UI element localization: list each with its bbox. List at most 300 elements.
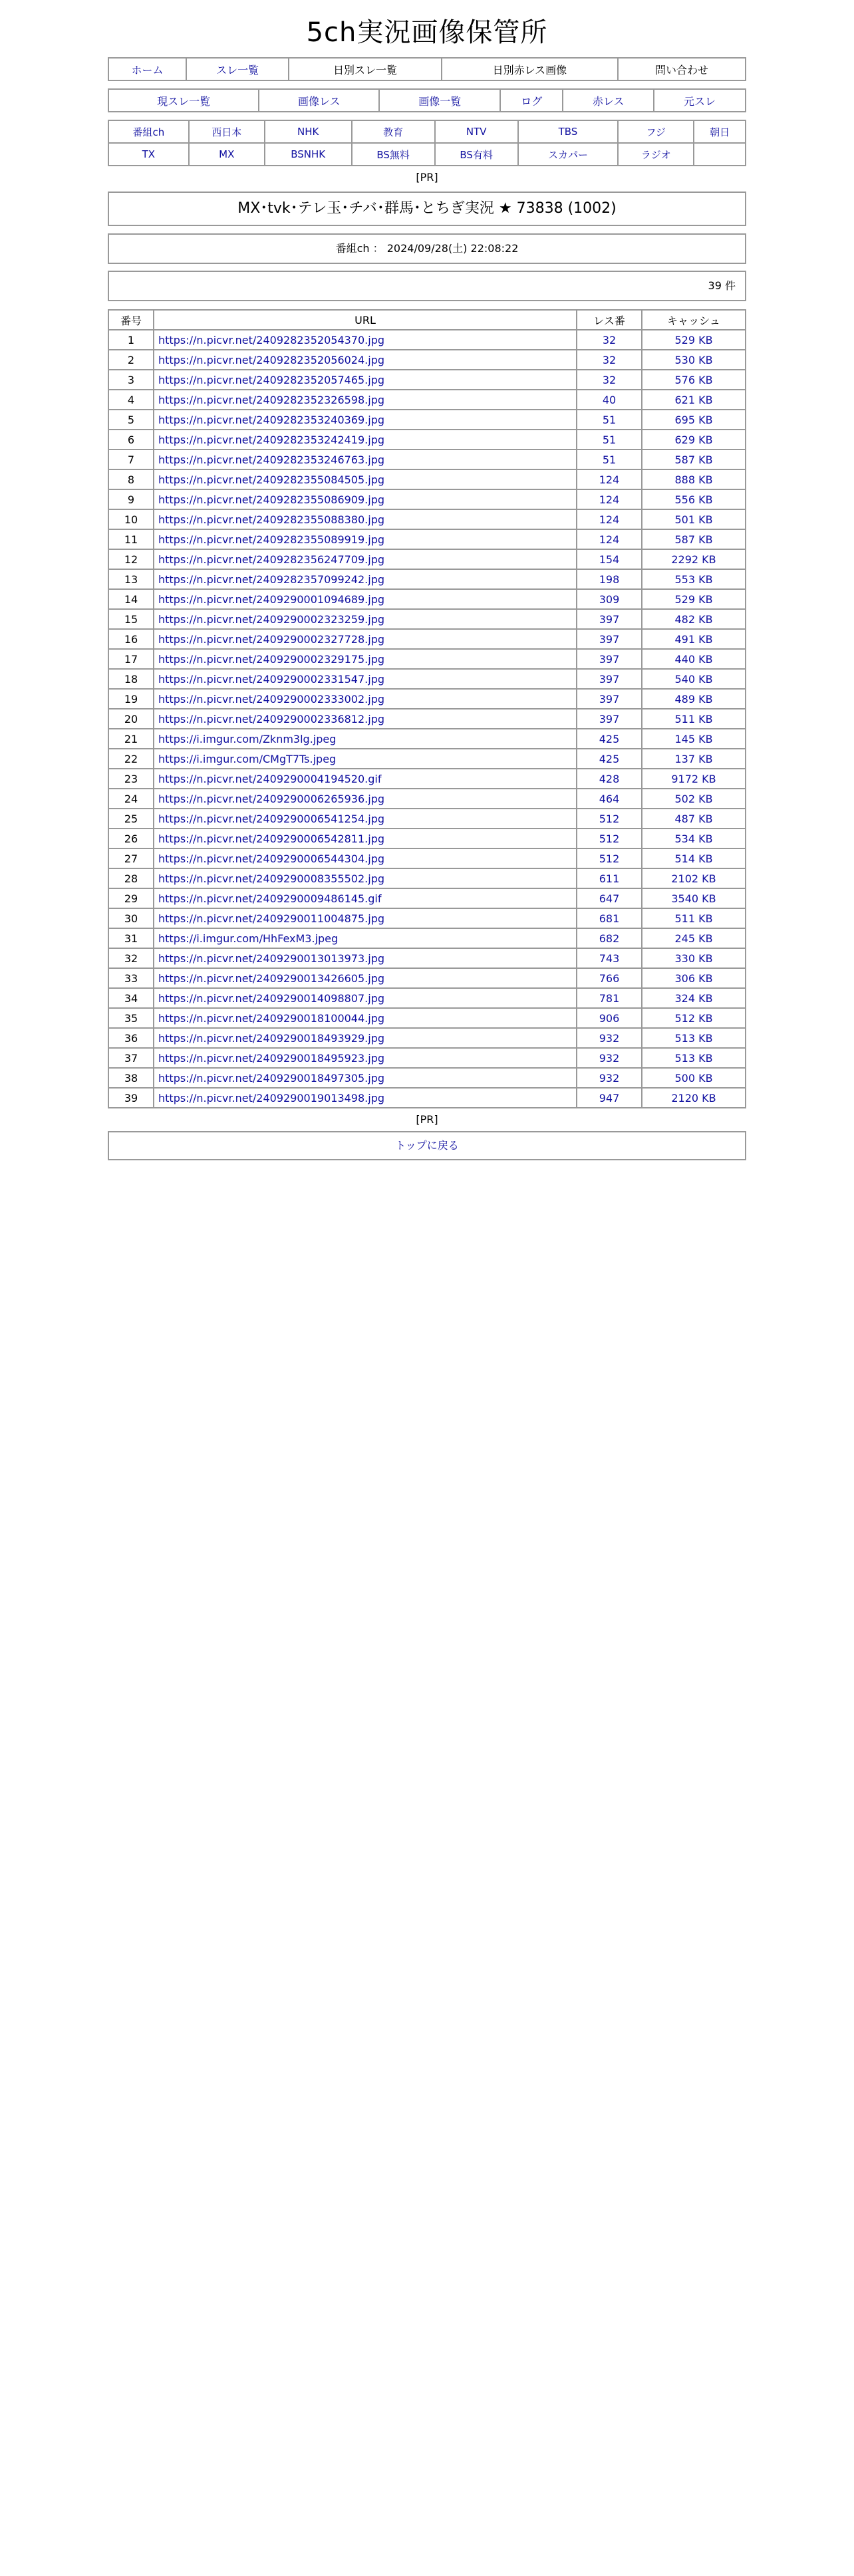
image-url-link[interactable]: https://n.picvr.net/2409290002323259.jpg — [158, 612, 385, 626]
header-res-number: レス番 — [577, 310, 642, 330]
row-res-cell — [577, 1068, 642, 1088]
row-url-cell — [154, 589, 577, 609]
res-number-link[interactable]: 124 — [599, 533, 620, 546]
image-url-link[interactable]: https://n.picvr.net/2409290018493929.jpg — [158, 1031, 385, 1045]
row-cache-cell — [642, 769, 746, 789]
cache-size-link[interactable]: 512 KB — [674, 1011, 713, 1025]
image-url-link[interactable]: https://n.picvr.net/2409282353240369.jpg — [158, 413, 385, 426]
row-url-cell — [154, 509, 577, 529]
table-row — [108, 1028, 746, 1048]
cache-size-link[interactable]: 245 KB — [674, 932, 713, 945]
row-number: 12 — [108, 549, 154, 569]
row-url-cell — [154, 330, 577, 350]
row-url-cell — [154, 489, 577, 509]
cache-size-link[interactable]: 306 KB — [674, 971, 713, 985]
table-row — [108, 1068, 746, 1088]
row-cache-cell — [642, 968, 746, 988]
row-res-cell — [577, 1088, 642, 1108]
cache-size-link[interactable]: 513 KB — [674, 1031, 713, 1045]
image-url-link[interactable]: https://n.picvr.net/2409290006265936.jpg — [158, 792, 385, 805]
res-number-link[interactable]: 512 — [599, 812, 620, 825]
row-url-cell — [154, 1068, 577, 1088]
res-number-link[interactable]: 32 — [602, 373, 617, 386]
table-row — [108, 609, 746, 629]
cache-size-link[interactable]: 491 KB — [674, 632, 713, 646]
row-res-cell — [577, 350, 642, 370]
channel-cell — [435, 120, 518, 143]
image-url-link[interactable]: https://n.picvr.net/2409290011004875.jpg — [158, 912, 385, 925]
res-number-link[interactable]: 766 — [599, 971, 620, 985]
image-url-link[interactable]: https://n.picvr.net/2409282355089919.jpg — [158, 533, 385, 546]
row-res-cell — [577, 729, 642, 749]
row-number: 22 — [108, 749, 154, 769]
res-number-link[interactable]: 397 — [599, 632, 620, 646]
cache-size-link[interactable]: 489 KB — [674, 692, 713, 706]
primary-nav-row — [108, 58, 746, 80]
res-number-link[interactable]: 40 — [602, 393, 617, 406]
row-url-cell — [154, 789, 577, 809]
row-number: 37 — [108, 1048, 154, 1068]
primary-nav-cell — [442, 58, 619, 80]
cache-size-link[interactable]: 888 KB — [674, 473, 713, 486]
row-res-cell — [577, 749, 642, 769]
row-url-cell — [154, 988, 577, 1008]
row-url-cell — [154, 809, 577, 829]
page-container — [108, 15, 746, 1160]
row-res-cell — [577, 489, 642, 509]
cache-size-link[interactable]: 145 KB — [674, 732, 713, 745]
res-number-link[interactable]: 198 — [599, 573, 620, 586]
image-url-link[interactable]: https://n.picvr.net/2409290002331547.jpg — [158, 672, 385, 686]
res-number-link[interactable]: 932 — [599, 1031, 620, 1045]
row-cache-cell — [642, 789, 746, 809]
image-url-link[interactable]: https://n.picvr.net/2409290014098807.jpg — [158, 991, 385, 1005]
channel-link[interactable]: MX — [219, 148, 235, 160]
cache-size-link[interactable]: 513 KB — [674, 1051, 713, 1065]
image-url-link[interactable]: https://n.picvr.net/2409290002329175.jpg — [158, 652, 385, 666]
table-row — [108, 789, 746, 809]
cache-size-link[interactable]: 137 KB — [674, 752, 713, 765]
cache-size-link[interactable]: 529 KB — [674, 333, 713, 346]
channel-link[interactable]: BS無料 — [376, 148, 410, 161]
row-number: 32 — [108, 948, 154, 968]
row-res-cell — [577, 450, 642, 469]
secondary-nav-link[interactable]: ログ — [521, 94, 543, 108]
channel-link[interactable]: スカパー — [547, 148, 588, 161]
table-row — [108, 908, 746, 928]
cache-size-link[interactable]: 587 KB — [674, 453, 713, 466]
row-number: 36 — [108, 1028, 154, 1048]
table-row — [108, 370, 746, 390]
row-number: 9 — [108, 489, 154, 509]
row-res-cell — [577, 689, 642, 709]
row-cache-cell — [642, 350, 746, 370]
row-res-cell — [577, 968, 642, 988]
cache-size-link[interactable]: 629 KB — [674, 433, 713, 446]
pr-label: [PR] — [416, 171, 438, 184]
secondary-nav-link[interactable]: 画像レス — [298, 94, 341, 108]
res-number-link[interactable]: 397 — [599, 692, 620, 706]
image-url-link[interactable]: https://i.imgur.com/HhFexM3.jpeg — [158, 932, 339, 945]
image-url-link[interactable]: https://n.picvr.net/2409290013426605.jpg — [158, 971, 385, 985]
row-number: 30 — [108, 908, 154, 928]
channel-link[interactable]: ラジオ — [640, 148, 671, 161]
res-number-link[interactable]: 154 — [599, 553, 620, 566]
primary-nav-link[interactable]: ホーム — [131, 63, 164, 76]
res-number-link[interactable]: 743 — [599, 952, 620, 965]
channel-cell — [189, 143, 265, 166]
image-url-link[interactable]: https://n.picvr.net/2409282355084505.jpg — [158, 473, 385, 486]
row-url-cell — [154, 350, 577, 370]
row-number: 25 — [108, 809, 154, 829]
image-url-link[interactable]: https://n.picvr.net/2409290018497305.jpg — [158, 1071, 385, 1085]
image-url-link[interactable]: https://n.picvr.net/2409290006541254.jpg — [158, 812, 385, 825]
row-res-cell — [577, 330, 642, 350]
pr-label-bottom: [PR] — [416, 1113, 438, 1126]
res-number-link[interactable]: 428 — [599, 772, 620, 785]
row-cache-cell — [642, 589, 746, 609]
cache-size-link[interactable]: 511 KB — [674, 912, 713, 925]
secondary-nav-link[interactable]: 画像一覧 — [418, 94, 462, 108]
row-res-cell — [577, 789, 642, 809]
row-res-cell — [577, 1008, 642, 1028]
table-row — [108, 489, 746, 509]
row-number: 5 — [108, 410, 154, 430]
row-number: 39 — [108, 1088, 154, 1108]
row-cache-cell — [642, 928, 746, 948]
channel-cell — [352, 143, 435, 166]
row-number: 38 — [108, 1068, 154, 1088]
row-cache-cell — [642, 629, 746, 649]
res-number-link[interactable]: 425 — [599, 752, 620, 765]
row-cache-cell — [642, 848, 746, 868]
res-number-link[interactable]: 512 — [599, 832, 620, 845]
channel-cell — [189, 120, 265, 143]
res-number-link[interactable]: 906 — [599, 1011, 620, 1025]
channel-cell — [694, 120, 746, 143]
secondary-nav-link[interactable]: 赤レス — [592, 94, 625, 108]
secondary-nav — [108, 88, 746, 112]
row-number: 35 — [108, 1008, 154, 1028]
back-to-top-bar — [108, 1131, 746, 1160]
row-res-cell — [577, 948, 642, 968]
cache-size-link[interactable]: 3540 KB — [671, 892, 716, 905]
table-row — [108, 509, 746, 529]
row-number: 10 — [108, 509, 154, 529]
primary-nav — [108, 57, 746, 81]
image-url-link[interactable]: https://n.picvr.net/2409290018495923.jpg — [158, 1051, 385, 1065]
site-title: 5ch実況画像保管所 — [306, 17, 548, 48]
cache-size-link[interactable]: 556 KB — [674, 493, 713, 506]
res-number-link[interactable]: 309 — [599, 592, 620, 606]
row-number: 11 — [108, 529, 154, 549]
res-number-link[interactable]: 647 — [599, 892, 620, 905]
row-url-cell — [154, 549, 577, 569]
image-url-link[interactable]: https://n.picvr.net/2409290002333002.jpg — [158, 692, 385, 706]
row-number: 17 — [108, 649, 154, 669]
res-number-link[interactable]: 124 — [599, 513, 620, 526]
image-url-link[interactable]: https://n.picvr.net/2409290019013498.jpg — [158, 1091, 385, 1104]
image-url-link[interactable]: https://n.picvr.net/2409290013013973.jpg — [158, 952, 385, 965]
cache-size-link[interactable]: 501 KB — [674, 513, 713, 526]
cache-size-link[interactable]: 324 KB — [674, 991, 713, 1005]
row-res-cell — [577, 529, 642, 549]
row-number: 23 — [108, 769, 154, 789]
cache-size-link[interactable]: 482 KB — [674, 612, 713, 626]
secondary-nav-cell — [563, 89, 654, 112]
channel-cell — [108, 143, 189, 166]
res-number-link[interactable]: 932 — [599, 1051, 620, 1065]
cache-size-link[interactable]: 530 KB — [674, 353, 713, 366]
row-cache-cell — [642, 609, 746, 629]
row-res-cell — [577, 829, 642, 848]
row-cache-cell — [642, 709, 746, 729]
image-url-link[interactable]: https://n.picvr.net/2409290004194520.gif — [158, 772, 382, 785]
cache-size-link[interactable]: 553 KB — [674, 573, 713, 586]
cache-size-link[interactable]: 695 KB — [674, 413, 713, 426]
table-row — [108, 948, 746, 968]
table-row — [108, 829, 746, 848]
res-number-link[interactable]: 932 — [599, 1071, 620, 1085]
row-url-cell — [154, 649, 577, 669]
row-res-cell — [577, 709, 642, 729]
row-url-cell — [154, 469, 577, 489]
row-url-cell — [154, 749, 577, 769]
cache-size-link[interactable]: 529 KB — [674, 592, 713, 606]
channel-link[interactable]: NTV — [466, 126, 487, 138]
row-url-cell — [154, 1048, 577, 1068]
row-cache-cell — [642, 988, 746, 1008]
secondary-nav-link[interactable]: 現スレ一覧 — [157, 94, 211, 108]
row-cache-cell — [642, 649, 746, 669]
res-number-link[interactable]: 611 — [599, 872, 620, 885]
image-url-link[interactable]: https://n.picvr.net/2409282352056024.jpg — [158, 353, 385, 366]
cache-size-link[interactable]: 534 KB — [674, 832, 713, 845]
row-cache-cell — [642, 330, 746, 350]
cache-size-link[interactable]: 2102 KB — [671, 872, 716, 885]
res-number-link[interactable]: 947 — [599, 1091, 620, 1104]
row-url-cell — [154, 908, 577, 928]
image-url-link[interactable]: https://n.picvr.net/2409282352054370.jpg — [158, 333, 385, 346]
cache-size-link[interactable]: 514 KB — [674, 852, 713, 865]
table-row — [108, 809, 746, 829]
cache-size-link[interactable]: 2120 KB — [671, 1091, 716, 1104]
secondary-nav-cell — [379, 89, 500, 112]
row-url-cell — [154, 729, 577, 749]
image-url-link[interactable]: https://n.picvr.net/2409282355088380.jpg — [158, 513, 385, 526]
cache-size-link[interactable]: 511 KB — [674, 712, 713, 725]
channel-link[interactable]: BSNHK — [291, 148, 326, 160]
channel-cell — [435, 143, 518, 166]
row-number: 27 — [108, 848, 154, 868]
image-url-link[interactable]: https://n.picvr.net/2409290002336812.jpg — [158, 712, 385, 725]
cache-size-link[interactable]: 576 KB — [674, 373, 713, 386]
channel-link[interactable]: NHK — [297, 126, 319, 138]
channel-link[interactable]: 番組ch — [132, 126, 165, 138]
channel-nav-row — [108, 143, 746, 166]
table-row — [108, 569, 746, 589]
image-url-link[interactable]: https://n.picvr.net/2409282353246763.jpg — [158, 453, 385, 466]
row-number: 29 — [108, 888, 154, 908]
primary-nav-cell — [618, 58, 746, 80]
secondary-nav-link[interactable]: 元スレ — [683, 94, 716, 108]
row-number: 26 — [108, 829, 154, 848]
channel-cell — [618, 143, 694, 166]
channel-nav-row — [108, 120, 746, 143]
image-url-link[interactable]: https://n.picvr.net/2409290006542811.jpg — [158, 832, 385, 845]
res-number-link[interactable]: 781 — [599, 991, 620, 1005]
back-to-top-link[interactable]: トップに戻る — [395, 1139, 459, 1152]
row-res-cell — [577, 988, 642, 1008]
row-cache-cell — [642, 1008, 746, 1028]
table-row — [108, 350, 746, 370]
table-row — [108, 1048, 746, 1068]
channel-link[interactable]: TX — [142, 148, 156, 160]
row-number: 33 — [108, 968, 154, 988]
res-number-link[interactable]: 397 — [599, 652, 620, 666]
row-number: 13 — [108, 569, 154, 589]
res-number-link[interactable]: 51 — [602, 433, 617, 446]
row-number: 18 — [108, 669, 154, 689]
row-number: 20 — [108, 709, 154, 729]
res-number-link[interactable]: 51 — [602, 453, 617, 466]
channel-link[interactable]: 西日本 — [212, 126, 242, 138]
row-res-cell — [577, 589, 642, 609]
header-cache: キャッシュ — [642, 310, 746, 330]
thread-title: MX･tvk･テレ玉･チバ･群馬･とちぎ実況 ★ 73838 (1002) — [108, 192, 746, 226]
table-row — [108, 729, 746, 749]
table-row — [108, 589, 746, 609]
row-cache-cell — [642, 669, 746, 689]
row-number: 8 — [108, 469, 154, 489]
row-url-cell — [154, 1028, 577, 1048]
row-cache-cell — [642, 430, 746, 450]
res-number-link[interactable]: 397 — [599, 672, 620, 686]
row-res-cell — [577, 410, 642, 430]
row-url-cell — [154, 529, 577, 549]
row-res-cell — [577, 629, 642, 649]
cache-size-link[interactable]: 440 KB — [674, 652, 713, 666]
image-url-link[interactable]: https://n.picvr.net/2409290006544304.jpg — [158, 852, 385, 865]
channel-cell — [265, 120, 352, 143]
channel-link[interactable]: 教育 — [383, 126, 404, 138]
image-url-link[interactable]: https://n.picvr.net/2409282355086909.jpg — [158, 493, 385, 506]
res-number-link[interactable]: 397 — [599, 612, 620, 626]
row-res-cell — [577, 868, 642, 888]
res-number-link[interactable]: 32 — [602, 333, 617, 346]
row-cache-cell — [642, 888, 746, 908]
primary-nav-cell — [186, 58, 289, 80]
cache-size-link[interactable]: 487 KB — [674, 812, 713, 825]
table-row — [108, 669, 746, 689]
table-row — [108, 749, 746, 769]
row-res-cell — [577, 1028, 642, 1048]
channel-link[interactable]: フジ — [646, 126, 666, 138]
row-url-cell — [154, 669, 577, 689]
row-res-cell — [577, 809, 642, 829]
cache-size-link[interactable]: 500 KB — [674, 1071, 713, 1085]
row-res-cell — [577, 430, 642, 450]
row-number: 4 — [108, 390, 154, 410]
channel-link[interactable]: BS有料 — [460, 148, 493, 161]
row-res-cell — [577, 649, 642, 669]
primary-nav-text: 日別スレ一覧 — [333, 63, 397, 76]
primary-nav-link[interactable]: スレ一覧 — [216, 63, 259, 76]
image-url-link[interactable]: https://n.picvr.net/2409282353242419.jpg — [158, 433, 385, 446]
row-number: 14 — [108, 589, 154, 609]
cache-size-link[interactable]: 9172 KB — [671, 772, 716, 785]
row-url-cell — [154, 450, 577, 469]
image-url-link[interactable]: https://n.picvr.net/2409290008355502.jpg — [158, 872, 385, 885]
table-row — [108, 769, 746, 789]
image-count: 39 件 — [108, 271, 746, 301]
image-url-link[interactable]: https://n.picvr.net/2409290018100044.jpg — [158, 1011, 385, 1025]
primary-nav-text: 日別赤レス画像 — [492, 63, 567, 76]
image-url-link[interactable]: https://i.imgur.com/CMgT7Ts.jpeg — [158, 752, 337, 765]
image-url-link[interactable]: https://n.picvr.net/2409290002327728.jpg — [158, 632, 385, 646]
cache-size-link[interactable]: 502 KB — [674, 792, 713, 805]
table-row — [108, 968, 746, 988]
row-number: 34 — [108, 988, 154, 1008]
row-cache-cell — [642, 390, 746, 410]
secondary-nav-cell — [108, 89, 259, 112]
row-url-cell — [154, 390, 577, 410]
row-number: 21 — [108, 729, 154, 749]
res-number-link[interactable]: 124 — [599, 493, 620, 506]
res-number-link[interactable]: 464 — [599, 792, 620, 805]
cache-size-link[interactable]: 587 KB — [674, 533, 713, 546]
row-number: 19 — [108, 689, 154, 709]
image-url-link[interactable]: https://i.imgur.com/Zknm3lg.jpeg — [158, 732, 337, 745]
channel-cell — [108, 120, 189, 143]
res-number-link[interactable]: 397 — [599, 712, 620, 725]
row-number: 15 — [108, 609, 154, 629]
image-url-link[interactable]: https://n.picvr.net/2409290009486145.gif — [158, 892, 382, 905]
table-row — [108, 430, 746, 450]
channel-link[interactable]: 朝日 — [710, 126, 730, 138]
row-number: 6 — [108, 430, 154, 450]
row-url-cell — [154, 829, 577, 848]
res-number-link[interactable]: 682 — [599, 932, 620, 945]
row-cache-cell — [642, 410, 746, 430]
row-cache-cell — [642, 469, 746, 489]
res-number-link[interactable]: 681 — [599, 912, 620, 925]
cache-size-link[interactable]: 540 KB — [674, 672, 713, 686]
secondary-nav-cell — [654, 89, 746, 112]
channel-cell — [518, 143, 618, 166]
secondary-nav-cell — [500, 89, 563, 112]
table-row — [108, 1088, 746, 1108]
image-url-link[interactable]: https://n.picvr.net/2409290001094689.jpg — [158, 592, 385, 606]
channel-link[interactable]: TBS — [558, 126, 578, 138]
image-url-link[interactable]: https://n.picvr.net/2409282357099242.jpg — [158, 573, 385, 586]
res-number-link[interactable]: 124 — [599, 473, 620, 486]
row-number: 3 — [108, 370, 154, 390]
image-url-link[interactable]: https://n.picvr.net/2409282356247709.jpg — [158, 553, 385, 566]
cache-size-link[interactable]: 330 KB — [674, 952, 713, 965]
res-number-link[interactable]: 425 — [599, 732, 620, 745]
image-url-link[interactable]: https://n.picvr.net/2409282352057465.jpg — [158, 373, 385, 386]
row-url-cell — [154, 968, 577, 988]
cache-size-link[interactable]: 2292 KB — [671, 553, 716, 566]
res-number-link[interactable]: 512 — [599, 852, 620, 865]
res-number-link[interactable]: 51 — [602, 413, 617, 426]
cache-size-link[interactable]: 621 KB — [674, 393, 713, 406]
table-row — [108, 988, 746, 1008]
image-url-link[interactable]: https://n.picvr.net/2409282352326598.jpg — [158, 393, 385, 406]
row-url-cell — [154, 629, 577, 649]
res-number-link[interactable]: 32 — [602, 353, 617, 366]
